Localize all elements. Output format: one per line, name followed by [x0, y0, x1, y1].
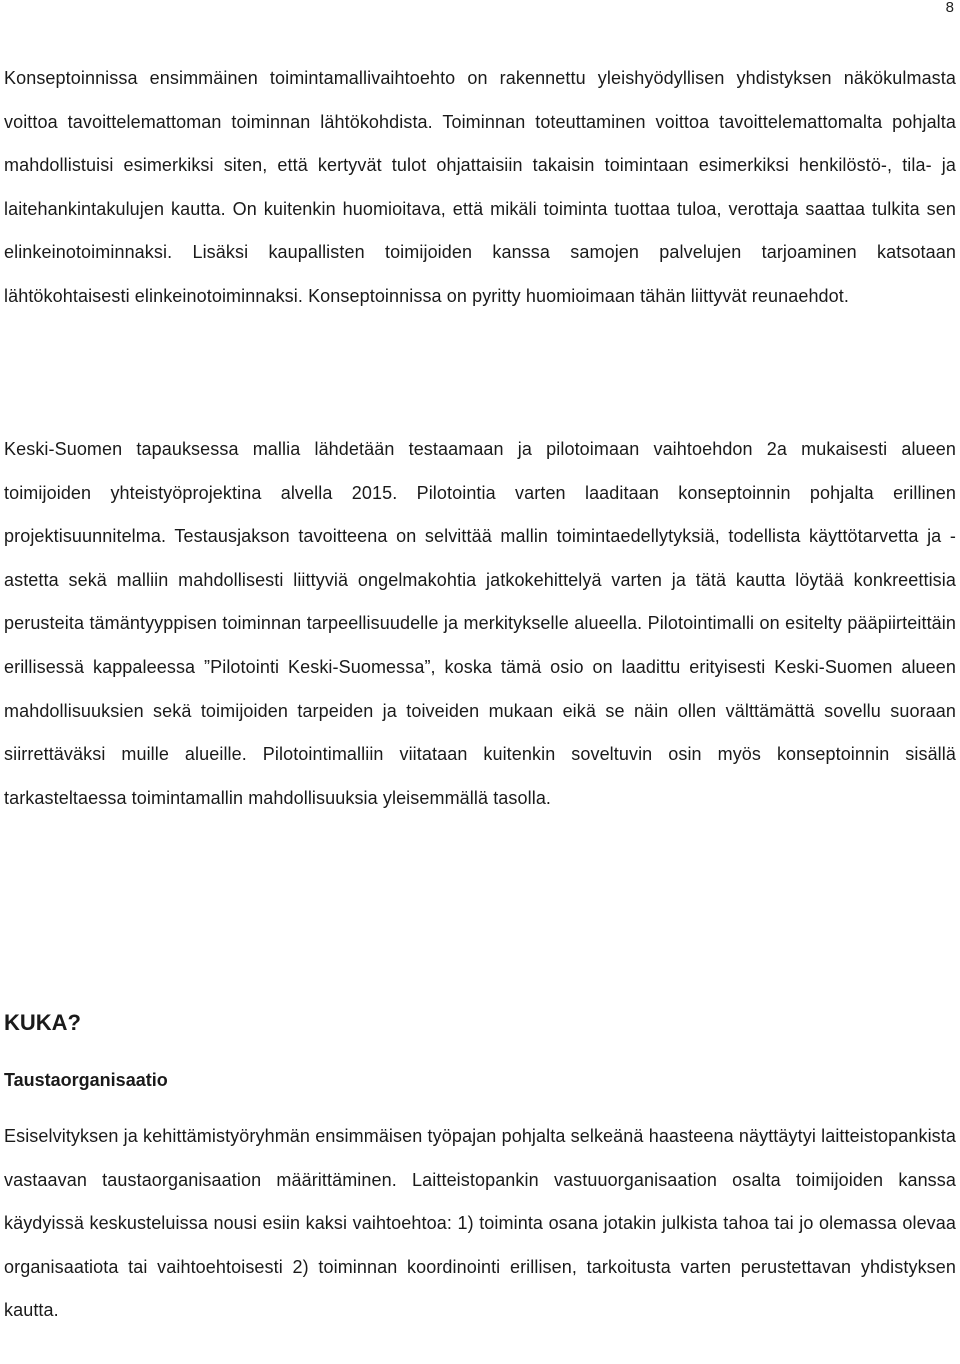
page-number: 8: [945, 0, 954, 16]
paragraph-pilot: Keski-Suomen tapauksessa mallia lähdetään testaamaan ja pilotoimaan vaihtoehdon 2a mukaisesti alueen toimijoiden yhteistyöprojektina alvella 2015. Pilotointia varten laaditaan konseptoinnin pohjalta erillinen projektisuunnitelma. Testausjakson tavoitteena on selvittää mallin toimintaedellytyksiä, todellista käyttötarvetta ja -astetta sekä malliin mahdollisesti liittyviä ongelmakohtia jatkokehittelyä varten ja tätä kautta löytää konkreettisia perusteita tämäntyyppisen toiminnan tarpeellisuudelle ja merkitykselle alueella. Pilotointimalli on esitelty pääpiirteittäin erillisessä kappaleessa ”Pilotointi Keski-Suomessa”, koska tämä osio on laadittu erityisesti Keski-Suomen alueen mahdollisuuksien sekä toimijoiden tarpeiden ja toiveiden mukaan eikä se näin ollen välttämättä sovellu suoraan siirrettäväksi muille alueille. Pilotointimalliin viitataan kuitenkin soveltuvin osin myös konseptoinnin sisällä tarkasteltaessa toimintamallin mahdollisuuksia yleisemmällä tasolla.: [4, 439, 956, 808]
paragraph-intro: Konseptoinnissa ensimmäinen toimintamallivaihtoehto on rakennettu yleishyödyllisen yhdistyksen näkökulmasta voittoa tavoittelemattoman toiminnan lähtökohdista. Toiminnan toteuttaminen voittoa tavoittelemattomalta pohjalta mahdollistuisi esimerkiksi siten, että kertyvät tulot ohjattaisiin takaisin toimintaan esimerkiksi henkilöstö-, tila- ja laitehankintakulujen kautta. On kuitenkin huomioitava, että mikäli toiminta tuottaa tuloa, verottaja saattaa tulkita sen elinkeinotoiminnaksi. Lisäksi kaupallisten toimijoiden kanssa samojen palvelujen tarjoaminen katsotaan lähtökohtaisesti elinkeinotoiminnaksi. Konseptoinnissa on pyritty huomioimaan tähän liittyvät reunaehdot.: [4, 68, 956, 306]
section-heading: KUKA?: [4, 1010, 81, 1035]
paragraph-background: Esiselvityksen ja kehittämistyöryhmän ensimmäisen työpajan pohjalta selkeänä haasteena näyttäytyi laitteistopankista vastaavan taustaorganisaation määrittäminen. Laitteistopankin vastuuorganisaation osalta toimijoiden kanssa käydyissä keskusteluissa nousi esiin kaksi vaihtoehtoa: 1) toiminta osana jotakin julkista tahoa tai jo olemassa olevaa organisaatiota tai vaihtoehtoisesti 2) toiminnan koordinointi erillisen, tarkoitusta varten perustettavan yhdistyksen kautta.: [4, 1126, 956, 1321]
subsection-heading: Taustaorganisaatio: [4, 1070, 168, 1090]
